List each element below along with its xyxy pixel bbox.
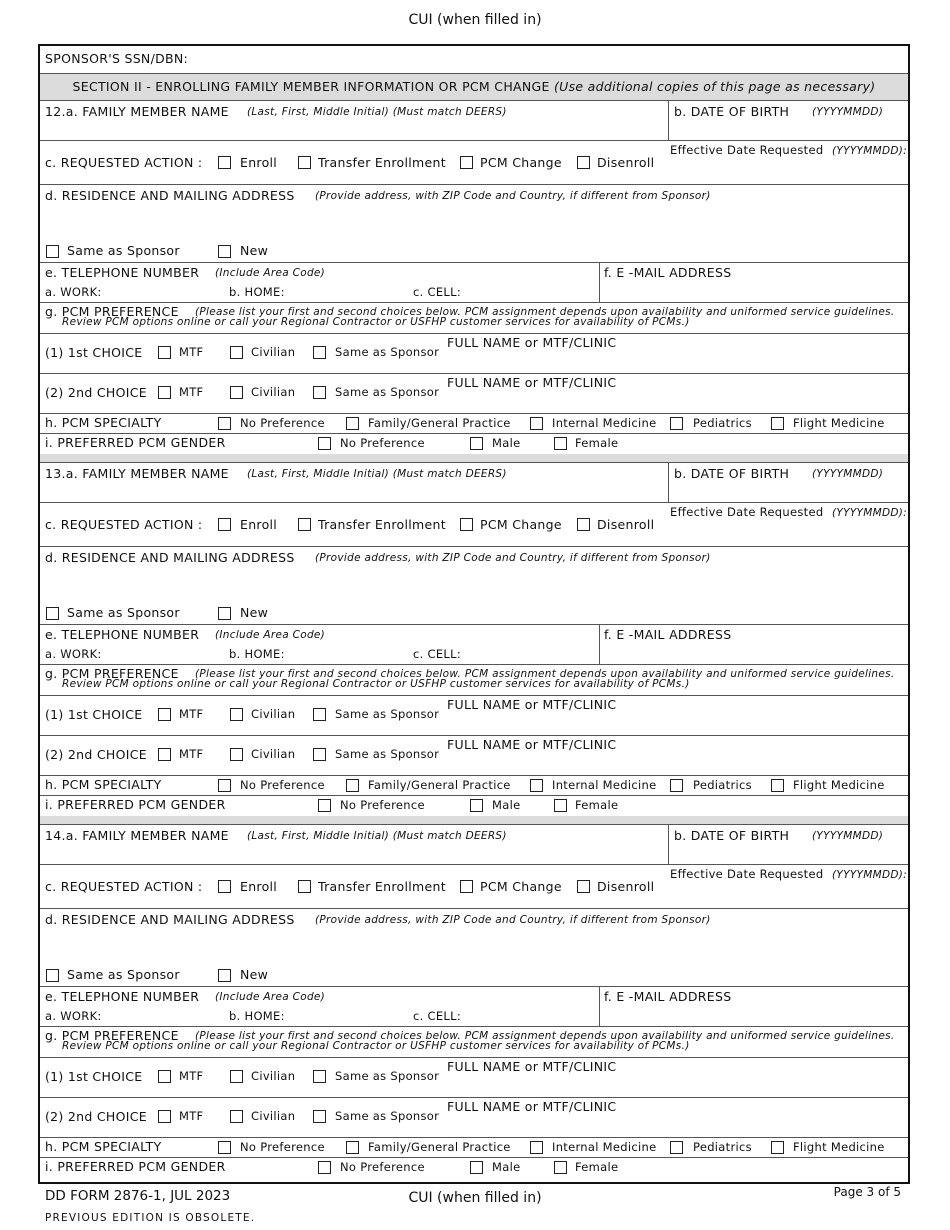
effective-date-label: Effective Date Requested <box>670 867 824 881</box>
same-as-sponsor-label: Same as Sponsor <box>67 243 180 258</box>
address-label: d. RESIDENCE AND MAILING ADDRESS <box>45 550 295 565</box>
choice-option-checkbox[interactable] <box>313 748 326 761</box>
choice-option-checkbox[interactable] <box>313 386 326 399</box>
specialty-option-label: Flight Medicine <box>793 416 885 430</box>
choice-option-label: MTF <box>179 1069 204 1083</box>
pcm-specialty-row <box>40 776 908 796</box>
address-row <box>40 909 908 987</box>
pcm-gender-row <box>40 434 908 454</box>
pcm-preference-label: g. PCM PREFERENCE <box>45 666 179 681</box>
section-header <box>40 74 908 101</box>
specialty-option-label: Pediatrics <box>693 416 752 430</box>
specialty-checkbox[interactable] <box>771 1141 784 1154</box>
divider <box>599 625 600 664</box>
specialty-checkbox[interactable] <box>218 1141 231 1154</box>
choice-option-label: Civilian <box>251 747 296 761</box>
pcm-preference-note: Review PCM options online or call your Regional Contractor or USFHP customer services for availability of PCMs.) <box>62 1040 690 1052</box>
divider <box>599 987 600 1026</box>
full-name-clinic-label: FULL NAME or MTF/CLINIC <box>447 375 617 390</box>
pcm-specialty-label: h. PCM SPECIALTY <box>45 777 162 792</box>
address-field[interactable] <box>45 567 905 599</box>
action-checkbox[interactable] <box>218 518 231 531</box>
new-address-checkbox[interactable] <box>218 607 231 620</box>
same-as-sponsor-checkbox[interactable] <box>46 607 59 620</box>
choice-label: (1) 1st CHOICE <box>45 707 143 722</box>
form-page <box>38 44 910 1184</box>
effective-date-note: (YYYYMMDD): <box>832 507 907 519</box>
specialty-checkbox[interactable] <box>346 417 359 430</box>
choice-option-checkbox[interactable] <box>313 1070 326 1083</box>
pcm-preference-note: Review PCM options online or call your Regional Contractor or USFHP customer services for availability of PCMs.) <box>62 316 690 328</box>
specialty-checkbox[interactable] <box>346 779 359 792</box>
gender-option-label: Male <box>492 1160 521 1174</box>
email-field[interactable] <box>604 643 904 663</box>
email-label: f. E -MAIL ADDRESS <box>604 265 732 280</box>
cell-phone-field[interactable] <box>470 283 595 301</box>
choice-option-label: MTF <box>179 747 204 761</box>
action-checkbox[interactable] <box>460 880 473 893</box>
choice-option-label: MTF <box>179 1109 204 1123</box>
second-choice-row <box>40 736 908 776</box>
action-option-label: Enroll <box>240 879 278 894</box>
choice-option-checkbox[interactable] <box>158 1110 171 1123</box>
date-of-birth-label: b. DATE OF BIRTH <box>674 828 790 843</box>
action-option-label: Enroll <box>240 517 278 532</box>
specialty-option-label: Pediatrics <box>693 1140 752 1154</box>
second-choice-row <box>40 1098 908 1138</box>
choice-option-checkbox[interactable] <box>158 386 171 399</box>
header-cui: CUI (when filled in) <box>408 12 542 28</box>
block-separator <box>40 816 908 825</box>
family-member-name-label: 14.a. FAMILY MEMBER NAME <box>45 828 229 843</box>
specialty-checkbox[interactable] <box>530 417 543 430</box>
choice-option-label: Same as Sponsor <box>335 707 440 721</box>
address-note: (Provide address, with ZIP Code and Country, if different from Sponsor) <box>315 552 711 564</box>
choice-option-label: Same as Sponsor <box>335 345 440 359</box>
footer-cui: CUI (when filled in) <box>408 1190 542 1206</box>
requested-action-row <box>40 503 908 547</box>
second-choice-row <box>40 374 908 414</box>
pcm-preference-label: g. PCM PREFERENCE <box>45 1028 179 1043</box>
new-address-checkbox[interactable] <box>218 245 231 258</box>
specialty-option-label: Internal Medicine <box>552 1140 657 1154</box>
cell-phone-label: c. CELL: <box>413 1009 462 1023</box>
pcm-preference-row <box>40 665 908 696</box>
requested-action-label: c. REQUESTED ACTION : <box>45 155 203 170</box>
home-phone-label: b. HOME: <box>229 285 285 299</box>
specialty-checkbox[interactable] <box>670 417 683 430</box>
action-checkbox[interactable] <box>298 156 311 169</box>
choice-option-checkbox[interactable] <box>313 1110 326 1123</box>
choice-option-checkbox[interactable] <box>230 748 243 761</box>
action-option-label: PCM Change <box>480 517 562 532</box>
specialty-checkbox[interactable] <box>346 1141 359 1154</box>
home-phone-field[interactable] <box>292 1007 407 1025</box>
choice-option-label: Civilian <box>251 707 296 721</box>
choice-option-checkbox[interactable] <box>158 708 171 721</box>
address-note: (Provide address, with ZIP Code and Country, if different from Sponsor) <box>315 190 711 202</box>
family-member-name-label: 13.a. FAMILY MEMBER NAME <box>45 466 229 481</box>
choice-option-label: Same as Sponsor <box>335 1069 440 1083</box>
effective-date-note: (YYYYMMDD): <box>832 869 907 881</box>
gender-checkbox[interactable] <box>318 799 331 812</box>
page-number: Page 3 of 5 <box>833 1185 901 1199</box>
choice-option-label: Civilian <box>251 1109 296 1123</box>
page-footer <box>0 1185 950 1230</box>
gender-option-label: Female <box>575 1160 619 1174</box>
block-separator <box>40 454 908 463</box>
specialty-checkbox[interactable] <box>771 417 784 430</box>
full-name-clinic-label: FULL NAME or MTF/CLINIC <box>447 737 617 752</box>
effective-date-note: (YYYYMMDD): <box>832 145 907 157</box>
choice-option-checkbox[interactable] <box>230 708 243 721</box>
telephone-label: e. TELEPHONE NUMBER <box>45 627 200 642</box>
telephone-label: e. TELEPHONE NUMBER <box>45 265 200 280</box>
specialty-checkbox[interactable] <box>218 779 231 792</box>
choice-option-checkbox[interactable] <box>158 1070 171 1083</box>
pcm-gender-row <box>40 1158 908 1178</box>
action-option-label: PCM Change <box>480 155 562 170</box>
specialty-option-label: No Preference <box>240 778 325 792</box>
pcm-gender-label: i. PREFERRED PCM GENDER <box>45 797 226 812</box>
specialty-option-label: Internal Medicine <box>552 778 657 792</box>
gender-option-label: No Preference <box>340 436 425 450</box>
choice-option-label: Civilian <box>251 385 296 399</box>
specialty-checkbox[interactable] <box>218 417 231 430</box>
pcm-specialty-label: h. PCM SPECIALTY <box>45 415 162 430</box>
telephone-row <box>40 263 908 303</box>
action-checkbox[interactable] <box>460 156 473 169</box>
name-row <box>40 101 908 141</box>
gender-option-label: Male <box>492 798 521 812</box>
telephone-label: e. TELEPHONE NUMBER <box>45 989 200 1004</box>
pcm-gender-row <box>40 796 908 816</box>
action-checkbox[interactable] <box>298 518 311 531</box>
choice-label: (2) 2nd CHOICE <box>45 747 147 762</box>
work-phone-field[interactable] <box>108 645 223 663</box>
home-phone-field[interactable] <box>292 283 407 301</box>
form-id: DD FORM 2876-1, JUL 2023 <box>45 1188 231 1204</box>
action-option-label: Transfer Enrollment <box>318 155 446 170</box>
date-of-birth-note: (YYYYMMDD) <box>812 468 884 480</box>
full-name-clinic-field[interactable] <box>447 392 902 412</box>
choice-option-label: MTF <box>179 345 204 359</box>
pcm-preference-note: (Please list your first and second choices below. PCM assignment depends upon availability and uniformed service guidelines. <box>195 668 895 680</box>
gender-checkbox[interactable] <box>554 799 567 812</box>
specialty-checkbox[interactable] <box>530 1141 543 1154</box>
telephone-row <box>40 625 908 665</box>
choice-option-checkbox[interactable] <box>230 346 243 359</box>
family-member-name-note: (Last, First, Middle Initial) (Must match DEERS) <box>247 830 507 842</box>
full-name-clinic-label: FULL NAME or MTF/CLINIC <box>447 697 617 712</box>
gender-option-label: No Preference <box>340 798 425 812</box>
same-as-sponsor-checkbox[interactable] <box>46 969 59 982</box>
choice-option-checkbox[interactable] <box>230 386 243 399</box>
section-note: (Use additional copies of this page as necessary) <box>553 79 876 94</box>
date-of-birth-label: b. DATE OF BIRTH <box>674 104 790 119</box>
new-address-label: New <box>240 967 269 982</box>
requested-action-row <box>40 865 908 909</box>
address-row <box>40 547 908 625</box>
action-option-label: Disenroll <box>597 517 655 532</box>
family-member-name-note: (Last, First, Middle Initial) (Must match DEERS) <box>247 468 507 480</box>
specialty-option-label: Flight Medicine <box>793 778 885 792</box>
section-title: SECTION II - ENROLLING FAMILY MEMBER INFORMATION OR PCM CHANGE <box>72 79 550 94</box>
family-member-block <box>40 816 908 1178</box>
name-row <box>40 825 908 865</box>
pcm-preference-row <box>40 1027 908 1058</box>
address-label: d. RESIDENCE AND MAILING ADDRESS <box>45 188 295 203</box>
specialty-checkbox[interactable] <box>670 779 683 792</box>
gender-checkbox[interactable] <box>470 799 483 812</box>
date-of-birth-note: (YYYYMMDD) <box>812 830 884 842</box>
gender-option-label: Female <box>575 436 619 450</box>
full-name-clinic-field[interactable] <box>447 754 902 774</box>
telephone-note: (Include Area Code) <box>215 629 326 641</box>
requested-action-label: c. REQUESTED ACTION : <box>45 517 203 532</box>
gender-checkbox[interactable] <box>318 1161 331 1174</box>
family-member-name-note: (Last, First, Middle Initial) (Must match DEERS) <box>247 106 507 118</box>
full-name-clinic-field[interactable] <box>447 714 902 734</box>
action-option-label: Enroll <box>240 155 278 170</box>
work-phone-label: a. WORK: <box>45 1009 102 1023</box>
cell-phone-field[interactable] <box>470 1007 595 1025</box>
requested-action-row <box>40 141 908 185</box>
effective-date-label: Effective Date Requested <box>670 505 824 519</box>
specialty-option-label: Internal Medicine <box>552 416 657 430</box>
choice-option-checkbox[interactable] <box>313 346 326 359</box>
action-option-label: Disenroll <box>597 879 655 894</box>
specialty-checkbox[interactable] <box>670 1141 683 1154</box>
specialty-option-label: No Preference <box>240 1140 325 1154</box>
full-name-clinic-label: FULL NAME or MTF/CLINIC <box>447 1059 617 1074</box>
full-name-clinic-field[interactable] <box>447 1076 902 1096</box>
action-checkbox[interactable] <box>460 518 473 531</box>
choice-option-label: Civilian <box>251 1069 296 1083</box>
same-as-sponsor-label: Same as Sponsor <box>67 967 180 982</box>
full-name-clinic-field[interactable] <box>447 352 902 372</box>
action-option-label: Disenroll <box>597 155 655 170</box>
home-phone-label: b. HOME: <box>229 1009 285 1023</box>
same-as-sponsor-checkbox[interactable] <box>46 245 59 258</box>
action-checkbox[interactable] <box>577 156 590 169</box>
pcm-specialty-row <box>40 414 908 434</box>
new-address-label: New <box>240 605 269 620</box>
action-checkbox[interactable] <box>577 880 590 893</box>
email-field[interactable] <box>604 281 904 301</box>
date-of-birth-note: (YYYYMMDD) <box>812 106 884 118</box>
same-as-sponsor-label: Same as Sponsor <box>67 605 180 620</box>
work-phone-field[interactable] <box>108 283 223 301</box>
choice-option-label: MTF <box>179 385 204 399</box>
email-label: f. E -MAIL ADDRESS <box>604 989 732 1004</box>
home-phone-field[interactable] <box>292 645 407 663</box>
address-row <box>40 185 908 263</box>
action-option-label: PCM Change <box>480 879 562 894</box>
address-field[interactable] <box>45 205 905 237</box>
specialty-option-label: Family/General Practice <box>368 1140 511 1154</box>
pcm-preference-row <box>40 303 908 334</box>
name-row <box>40 463 908 503</box>
new-address-checkbox[interactable] <box>218 969 231 982</box>
specialty-option-label: Flight Medicine <box>793 1140 885 1154</box>
choice-option-label: Same as Sponsor <box>335 385 440 399</box>
work-phone-field[interactable] <box>108 1007 223 1025</box>
choice-label: (2) 2nd CHOICE <box>45 1109 147 1124</box>
specialty-checkbox[interactable] <box>771 779 784 792</box>
specialty-option-label: No Preference <box>240 416 325 430</box>
choice-option-checkbox[interactable] <box>230 1110 243 1123</box>
address-field[interactable] <box>45 929 905 961</box>
telephone-row <box>40 987 908 1027</box>
action-option-label: Transfer Enrollment <box>318 879 446 894</box>
pcm-preference-note: (Please list your first and second choices below. PCM assignment depends upon availability and uniformed service guidelines. <box>195 1030 895 1042</box>
gender-option-label: Male <box>492 436 521 450</box>
action-checkbox[interactable] <box>298 880 311 893</box>
first-choice-row <box>40 1058 908 1098</box>
telephone-note: (Include Area Code) <box>215 267 326 279</box>
gender-checkbox[interactable] <box>470 1161 483 1174</box>
pcm-preference-note: Review PCM options online or call your Regional Contractor or USFHP customer services for availability of PCMs.) <box>62 678 690 690</box>
full-name-clinic-field[interactable] <box>447 1116 902 1136</box>
choice-option-checkbox[interactable] <box>313 708 326 721</box>
email-label: f. E -MAIL ADDRESS <box>604 627 732 642</box>
full-name-clinic-label: FULL NAME or MTF/CLINIC <box>447 1099 617 1114</box>
specialty-checkbox[interactable] <box>530 779 543 792</box>
choice-option-label: Same as Sponsor <box>335 747 440 761</box>
gender-option-label: No Preference <box>340 1160 425 1174</box>
email-field[interactable] <box>604 1005 904 1025</box>
first-choice-row <box>40 696 908 736</box>
full-name-clinic-label: FULL NAME or MTF/CLINIC <box>447 335 617 350</box>
choice-option-label: Same as Sponsor <box>335 1109 440 1123</box>
date-of-birth-label: b. DATE OF BIRTH <box>674 466 790 481</box>
action-checkbox[interactable] <box>218 880 231 893</box>
specialty-option-label: Pediatrics <box>693 778 752 792</box>
address-label: d. RESIDENCE AND MAILING ADDRESS <box>45 912 295 927</box>
gender-checkbox[interactable] <box>318 437 331 450</box>
sponsor-ssn-row[interactable] <box>40 46 908 74</box>
new-address-label: New <box>240 243 269 258</box>
pcm-gender-label: i. PREFERRED PCM GENDER <box>45 435 226 450</box>
choice-option-label: Civilian <box>251 345 296 359</box>
address-note: (Provide address, with ZIP Code and Country, if different from Sponsor) <box>315 914 711 926</box>
specialty-option-label: Family/General Practice <box>368 416 511 430</box>
choice-option-label: MTF <box>179 707 204 721</box>
work-phone-label: a. WORK: <box>45 647 102 661</box>
pcm-gender-label: i. PREFERRED PCM GENDER <box>45 1159 226 1174</box>
action-checkbox[interactable] <box>218 156 231 169</box>
action-option-label: Transfer Enrollment <box>318 517 446 532</box>
home-phone-label: b. HOME: <box>229 647 285 661</box>
action-checkbox[interactable] <box>577 518 590 531</box>
specialty-option-label: Family/General Practice <box>368 778 511 792</box>
pcm-preference-note: (Please list your first and second choices below. PCM assignment depends upon availability and uniformed service guidelines. <box>195 306 895 318</box>
gender-option-label: Female <box>575 798 619 812</box>
gender-checkbox[interactable] <box>470 437 483 450</box>
family-member-block <box>40 101 908 454</box>
choice-option-checkbox[interactable] <box>230 1070 243 1083</box>
family-member-block <box>40 454 908 816</box>
cell-phone-label: c. CELL: <box>413 285 462 299</box>
pcm-preference-label: g. PCM PREFERENCE <box>45 304 179 319</box>
sponsor-ssn-label: SPONSOR'S SSN/DBN: <box>45 51 189 66</box>
requested-action-label: c. REQUESTED ACTION : <box>45 879 203 894</box>
telephone-note: (Include Area Code) <box>215 991 326 1003</box>
choice-label: (1) 1st CHOICE <box>45 345 143 360</box>
choice-option-checkbox[interactable] <box>158 748 171 761</box>
gender-checkbox[interactable] <box>554 437 567 450</box>
first-choice-row <box>40 334 908 374</box>
pcm-specialty-row <box>40 1138 908 1158</box>
cell-phone-label: c. CELL: <box>413 647 462 661</box>
choice-label: (2) 2nd CHOICE <box>45 385 147 400</box>
obsolete-note: PREVIOUS EDITION IS OBSOLETE. <box>45 1212 256 1224</box>
work-phone-label: a. WORK: <box>45 285 102 299</box>
pcm-specialty-label: h. PCM SPECIALTY <box>45 1139 162 1154</box>
choice-label: (1) 1st CHOICE <box>45 1069 143 1084</box>
gender-checkbox[interactable] <box>554 1161 567 1174</box>
choice-option-checkbox[interactable] <box>158 346 171 359</box>
cell-phone-field[interactable] <box>470 645 595 663</box>
family-member-name-label: 12.a. FAMILY MEMBER NAME <box>45 104 229 119</box>
effective-date-label: Effective Date Requested <box>670 143 824 157</box>
divider <box>599 263 600 302</box>
